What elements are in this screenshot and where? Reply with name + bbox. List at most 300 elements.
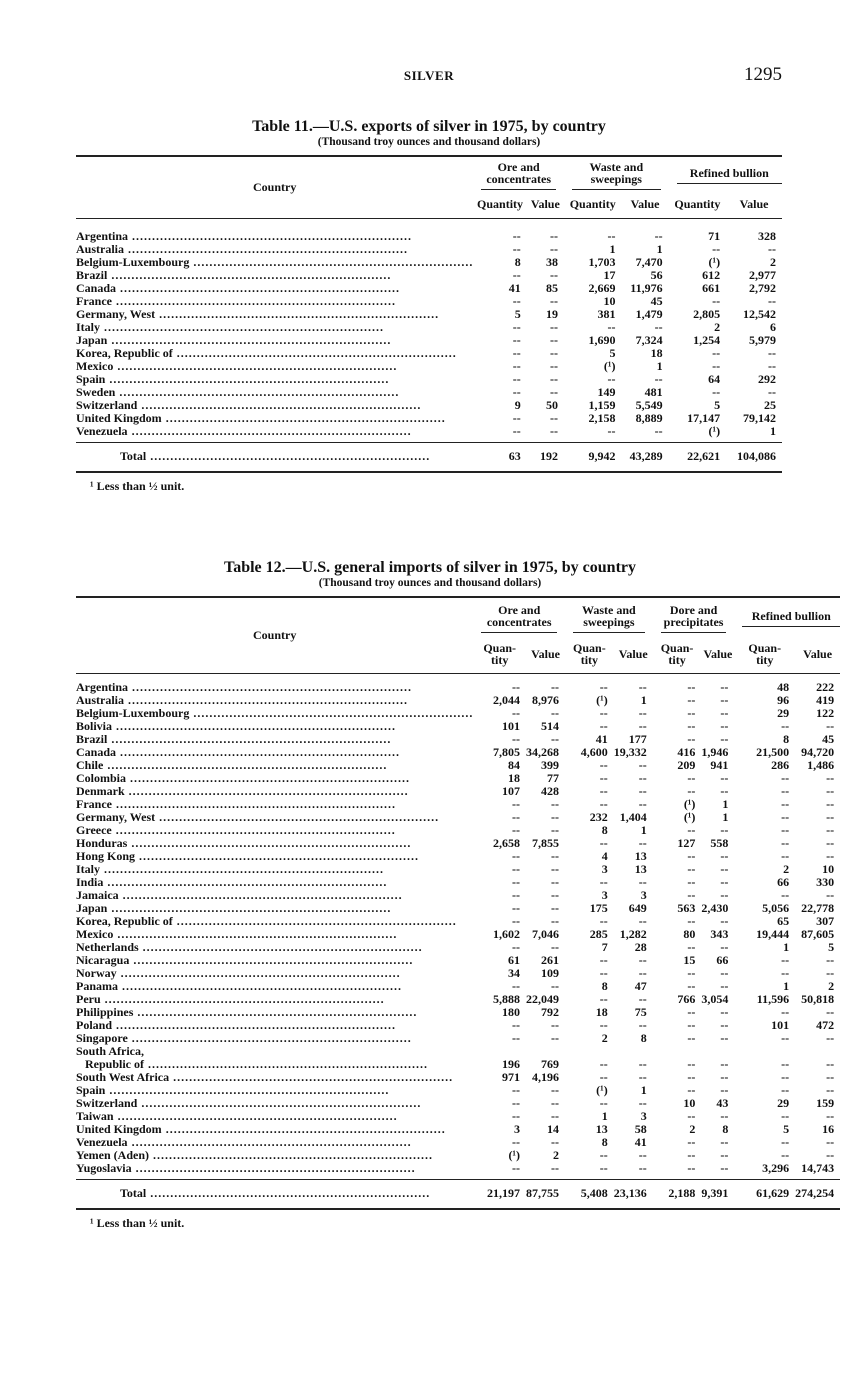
value-cell: 5	[514, 307, 521, 321]
value-cell: --	[687, 1070, 696, 1084]
value-cell: --	[549, 359, 558, 373]
value-cell: 41	[634, 1135, 647, 1149]
value-cell: --	[826, 823, 835, 837]
value-cell: 13	[634, 862, 647, 876]
value-cell: --	[551, 862, 560, 876]
table-row	[76, 321, 782, 334]
table-12-footnote: ¹ Less than ½ unit.	[90, 1215, 185, 1230]
value-cell: --	[638, 1161, 647, 1175]
country-cell	[76, 707, 473, 720]
value-cell: 2	[553, 1148, 560, 1162]
country-cell	[76, 243, 473, 256]
value-cell: --	[768, 385, 776, 399]
table-12	[76, 596, 840, 1210]
value-cell: 84	[508, 758, 521, 772]
value-cell: --	[599, 1070, 608, 1084]
total-label: Total .....	[120, 1186, 430, 1200]
value-cell: 1	[601, 1109, 608, 1123]
value-cell: --	[512, 359, 521, 373]
value-cell: 971	[502, 1070, 521, 1084]
value-cell: --	[638, 953, 647, 967]
country-name: Canada .....	[76, 282, 400, 295]
value-cell: --	[654, 424, 663, 438]
value-cell: --	[826, 888, 835, 902]
total-value-cell: 9,391	[701, 1179, 734, 1209]
column-header: Value	[621, 190, 668, 218]
value-cell: 1	[656, 242, 663, 256]
value-cell: --	[687, 979, 696, 993]
value-cell: --	[781, 966, 790, 980]
value-cell: 159	[816, 1096, 835, 1110]
country-name: Switzerland .....	[76, 1097, 421, 1110]
value-cell: --	[512, 823, 521, 837]
country-name: Argentina .....	[76, 680, 412, 694]
country-name: Spain .....	[76, 1084, 389, 1097]
country-name: United Kingdom .....	[76, 1123, 446, 1136]
country-name: Honduras .....	[76, 837, 411, 850]
table-row	[76, 295, 782, 308]
country-name: Sweden .....	[76, 386, 399, 399]
value-cell: 563	[677, 901, 696, 915]
value-cell: --	[638, 719, 647, 733]
country-cell	[76, 1006, 473, 1019]
value-cell: --	[826, 771, 835, 785]
value-cell: --	[720, 1070, 729, 1084]
value-cell: 766	[677, 992, 696, 1006]
value-cell: 2,658	[493, 836, 521, 850]
country-name: Venezuela .....	[76, 1136, 412, 1149]
page-number: 1295	[744, 64, 782, 85]
value-cell: 232	[589, 810, 608, 824]
value-cell: --	[512, 914, 521, 928]
value-cell: --	[687, 732, 696, 746]
value-cell: 5,888	[493, 992, 521, 1006]
country-name: Peru .....	[76, 993, 385, 1006]
value-cell: --	[720, 1018, 729, 1032]
value-cell: --	[720, 979, 729, 993]
country-cell	[76, 1097, 473, 1110]
value-cell: --	[826, 1070, 835, 1084]
running-title: SILVER	[403, 68, 455, 83]
value-cell: --	[512, 810, 521, 824]
country-cell	[76, 902, 473, 915]
value-cell: --	[607, 320, 616, 334]
value-cell: --	[599, 875, 608, 889]
value-cell: --	[551, 1161, 560, 1175]
country-cell	[76, 321, 473, 334]
value-cell: 428	[541, 784, 560, 798]
country-name: Brazil .....	[76, 733, 391, 746]
value-cell: --	[781, 797, 790, 811]
value-cell: 8,889	[635, 411, 663, 425]
value-cell: 416	[677, 745, 696, 759]
country-cell	[76, 295, 473, 308]
value-cell	[701, 1045, 734, 1058]
value-cell: 2	[783, 862, 790, 876]
value-cell: --	[687, 966, 696, 980]
value-cell: --	[687, 1031, 696, 1045]
value-cell: 4,196	[532, 1070, 560, 1084]
table-12-caption: Table 12.—U.S. general imports of silver in 1975, by country	[223, 559, 636, 576]
value-cell: 25	[764, 398, 776, 412]
value-cell: 8	[514, 255, 521, 269]
value-cell: --	[687, 1018, 696, 1032]
value-cell: 177	[628, 732, 647, 746]
value-cell: 101	[771, 1018, 790, 1032]
value-cell: (¹)	[708, 255, 721, 269]
value-cell: 3,296	[762, 1161, 790, 1175]
value-cell: 2,977	[749, 268, 776, 282]
country-cell	[76, 798, 473, 811]
table-row	[76, 412, 782, 425]
value-cell: 661	[702, 281, 721, 295]
value-cell: --	[826, 1005, 835, 1019]
country-name: Switzerland .....	[76, 399, 421, 412]
value-cell: --	[638, 836, 647, 850]
country-name: Belgium-Luxembourg .....	[76, 707, 473, 720]
country-header: Country	[76, 597, 473, 673]
value-cell	[614, 1045, 653, 1058]
country-cell	[76, 915, 473, 928]
value-cell: --	[720, 1109, 729, 1123]
country-name: France .....	[76, 798, 396, 811]
value-cell: --	[687, 680, 696, 694]
value-cell: 41	[595, 732, 608, 746]
value-cell: --	[826, 797, 835, 811]
value-cell: --	[599, 914, 608, 928]
value-cell: 50	[545, 398, 558, 412]
value-cell: 18	[508, 771, 521, 785]
country-cell	[76, 694, 473, 707]
country-name: Korea, Republic of .....	[76, 347, 457, 360]
value-cell: 180	[502, 1005, 521, 1019]
value-cell: --	[781, 1070, 790, 1084]
value-cell: --	[512, 1096, 521, 1110]
value-cell: --	[781, 823, 790, 837]
value-cell: 261	[541, 953, 560, 967]
table-11-body	[76, 218, 782, 472]
value-cell: 5,979	[749, 333, 776, 347]
value-cell: --	[512, 333, 521, 347]
column-header: Value	[726, 190, 782, 218]
value-cell: --	[607, 424, 616, 438]
country-name: Poland .....	[76, 1019, 396, 1032]
value-cell: --	[826, 1135, 835, 1149]
country-name: Australia .....	[76, 243, 408, 256]
value-cell: 79,142	[743, 411, 776, 425]
running-head	[76, 66, 782, 88]
value-cell: --	[768, 242, 776, 256]
value-cell: --	[549, 385, 558, 399]
total-row	[76, 1179, 840, 1209]
value-cell: --	[551, 849, 560, 863]
value-cell: --	[687, 1109, 696, 1123]
country-cell	[76, 1136, 473, 1149]
table-row	[76, 308, 782, 321]
value-cell: --	[720, 940, 729, 954]
value-cell: --	[551, 1135, 560, 1149]
value-cell: 28	[634, 940, 647, 954]
value-cell: 2,158	[588, 411, 616, 425]
value-cell: --	[599, 1018, 608, 1032]
value-cell: 11,596	[756, 992, 790, 1006]
country-name: Japan .....	[76, 902, 391, 915]
group-header	[734, 597, 840, 635]
value-cell: --	[781, 1135, 790, 1149]
table-11-caption: Table 11.—U.S. exports of silver in 1975, by country	[252, 118, 606, 135]
country-name: Mexico .....	[76, 360, 397, 373]
total-row	[76, 442, 782, 472]
value-cell: (¹)	[603, 359, 616, 373]
value-cell: 101	[502, 719, 521, 733]
total-value-cell: 87,755	[526, 1179, 565, 1209]
value-cell: --	[781, 1109, 790, 1123]
value-cell: 2,669	[588, 281, 616, 295]
column-header: Quantity	[564, 190, 621, 218]
value-cell: 122	[816, 706, 835, 720]
table-row	[76, 282, 782, 295]
value-cell: --	[607, 229, 616, 243]
value-cell: 5,549	[635, 398, 663, 412]
value-cell: --	[826, 1148, 835, 1162]
value-cell: --	[638, 1070, 647, 1084]
value-cell: 10	[683, 1096, 696, 1110]
table-row	[76, 269, 782, 282]
value-cell: 75	[634, 1005, 647, 1019]
value-cell: 56	[650, 268, 663, 282]
value-cell: --	[638, 1057, 647, 1071]
value-cell: 109	[541, 966, 560, 980]
country-cell	[76, 347, 473, 360]
value-cell: --	[512, 1135, 521, 1149]
value-cell: --	[638, 1018, 647, 1032]
table-12-block	[76, 559, 835, 1231]
table-11-block	[76, 118, 782, 494]
country-name: Japan .....	[76, 334, 391, 347]
value-cell: (¹)	[683, 797, 696, 811]
country-name: United Kingdom .....	[76, 412, 446, 425]
country-name: Hong Kong .....	[76, 850, 419, 863]
value-cell: --	[781, 836, 790, 850]
value-cell: 17,147	[687, 411, 721, 425]
country-cell	[76, 837, 473, 850]
value-cell: 343	[710, 927, 729, 941]
value-cell: --	[720, 823, 729, 837]
country-cell	[76, 954, 473, 967]
value-cell: 15	[683, 953, 696, 967]
value-cell: --	[512, 849, 521, 863]
value-cell: --	[720, 1083, 729, 1097]
value-cell: 1,404	[619, 810, 647, 824]
value-cell: 94,720	[801, 745, 835, 759]
value-cell: 107	[502, 784, 521, 798]
value-cell: (¹)	[708, 424, 721, 438]
value-cell: 7,805	[493, 745, 521, 759]
value-cell: --	[720, 966, 729, 980]
country-name: Philippines .....	[76, 1006, 417, 1019]
value-cell: --	[512, 229, 521, 243]
value-cell: --	[720, 875, 729, 889]
value-cell: --	[512, 862, 521, 876]
value-cell: --	[512, 706, 521, 720]
country-cell	[76, 746, 473, 759]
table-11-subcaption: (Thousand troy ounces and thousand dollars)	[317, 136, 541, 148]
value-cell: 10	[822, 862, 835, 876]
value-cell: 1,703	[588, 255, 616, 269]
country-cell	[76, 967, 473, 980]
value-cell: --	[687, 693, 696, 707]
country-cell	[76, 980, 473, 993]
country-name: Yemen (Aden) .....	[76, 1149, 433, 1162]
value-cell: --	[720, 1031, 729, 1045]
country-cell	[76, 889, 473, 902]
country-cell	[76, 334, 473, 347]
country-name: Netherlands .....	[76, 941, 423, 954]
value-cell: 14,743	[801, 1161, 835, 1175]
column-header: Value	[795, 635, 840, 673]
country-name: Denmark .....	[76, 785, 409, 798]
country-cell	[76, 673, 473, 694]
value-cell: 1,486	[807, 758, 835, 772]
country-name: Germany, West .....	[76, 811, 439, 824]
value-cell: 2,805	[693, 307, 721, 321]
value-cell: 1,690	[588, 333, 616, 347]
column-header: Quan-tity	[565, 635, 614, 673]
value-cell: 2	[828, 979, 835, 993]
table-12-body	[76, 673, 840, 1209]
value-cell: --	[638, 797, 647, 811]
value-cell: --	[712, 385, 721, 399]
country-cell	[76, 1110, 473, 1123]
value-cell: --	[687, 875, 696, 889]
value-cell: 8,976	[532, 693, 560, 707]
country-name: Mexico .....	[76, 928, 397, 941]
value-cell: --	[687, 1005, 696, 1019]
total-value-cell: 22,621	[669, 442, 726, 472]
value-cell: --	[512, 242, 521, 256]
column-header: Value	[526, 635, 565, 673]
country-name: Venezuela .....	[76, 425, 412, 438]
country-name: South Africa,	[76, 1045, 145, 1058]
group-header	[473, 597, 565, 635]
group-header-label: Refined bullion	[742, 606, 840, 627]
value-cell: 328	[758, 229, 776, 243]
value-cell: 1	[722, 810, 729, 824]
value-cell: --	[781, 1005, 790, 1019]
table-12-subcaption: (Thousand troy ounces and thousand dollars)	[318, 577, 542, 589]
value-cell: 514	[541, 719, 560, 733]
country-name: Colombia .....	[76, 772, 410, 785]
value-cell: 209	[677, 758, 696, 772]
value-cell: 381	[597, 307, 616, 321]
value-cell: --	[768, 359, 776, 373]
value-cell: 13	[595, 1122, 608, 1136]
value-cell: 85	[545, 281, 558, 295]
table-11	[76, 155, 782, 473]
value-cell: 4,600	[580, 745, 608, 759]
value-cell: 1,946	[701, 745, 729, 759]
value-cell: 22,049	[526, 992, 560, 1006]
value-cell: --	[712, 359, 721, 373]
value-cell: --	[599, 992, 608, 1006]
value-cell: --	[551, 1031, 560, 1045]
value-cell: 2	[714, 320, 721, 334]
value-cell: --	[720, 771, 729, 785]
country-name: Chile .....	[76, 759, 387, 772]
value-cell: --	[720, 1057, 729, 1071]
value-cell: --	[781, 888, 790, 902]
value-cell: 3,054	[701, 992, 729, 1006]
country-cell	[76, 373, 473, 386]
value-cell: 58	[634, 1122, 647, 1136]
group-header-label: Waste and sweepings	[573, 600, 645, 633]
value-cell: --	[654, 320, 663, 334]
table-row	[76, 399, 782, 412]
value-cell: --	[551, 914, 560, 928]
value-cell: --	[512, 1018, 521, 1032]
value-cell: 8	[640, 1031, 647, 1045]
country-cell	[76, 759, 473, 772]
value-cell: --	[512, 1031, 521, 1045]
value-cell: 47	[634, 979, 647, 993]
value-cell: --	[549, 294, 558, 308]
value-cell: --	[599, 1148, 608, 1162]
total-value-cell: 192	[527, 442, 564, 472]
value-cell: --	[826, 836, 835, 850]
value-cell: --	[720, 784, 729, 798]
value-cell: (¹)	[508, 1148, 521, 1162]
value-cell: 12,542	[743, 307, 776, 321]
value-cell: 2	[770, 255, 776, 269]
value-cell: 8	[722, 1122, 729, 1136]
value-cell: --	[687, 784, 696, 798]
value-cell: 7,470	[635, 255, 663, 269]
value-cell: --	[720, 1161, 729, 1175]
value-cell: 649	[628, 901, 647, 915]
total-value-cell: 21,197	[473, 1179, 526, 1209]
column-header: Value	[614, 635, 653, 673]
value-cell: --	[720, 680, 729, 694]
value-cell: --	[781, 784, 790, 798]
country-cell	[76, 1019, 473, 1032]
value-cell: --	[687, 706, 696, 720]
value-cell: 3	[601, 862, 608, 876]
value-cell: 43	[716, 1096, 729, 1110]
value-cell: 8	[783, 732, 790, 746]
country-name: Nicaragua .....	[76, 954, 413, 967]
value-cell: --	[512, 1083, 521, 1097]
country-cell	[76, 785, 473, 798]
value-cell: 48	[777, 680, 790, 694]
value-cell: 1	[640, 823, 647, 837]
country-cell	[76, 1084, 473, 1097]
total-label-cell	[76, 1179, 473, 1209]
value-cell: 769	[541, 1057, 560, 1071]
value-cell: --	[549, 411, 558, 425]
value-cell: 5,056	[762, 901, 790, 915]
value-cell: --	[720, 862, 729, 876]
value-cell: --	[687, 771, 696, 785]
value-cell: 1,254	[693, 333, 721, 347]
value-cell: --	[826, 966, 835, 980]
value-cell: --	[599, 758, 608, 772]
value-cell: --	[720, 888, 729, 902]
value-cell: --	[599, 966, 608, 980]
total-value-cell: 63	[473, 442, 526, 472]
country-name: Australia .....	[76, 694, 408, 707]
value-cell: 3	[514, 1122, 521, 1136]
value-cell: --	[712, 346, 721, 360]
